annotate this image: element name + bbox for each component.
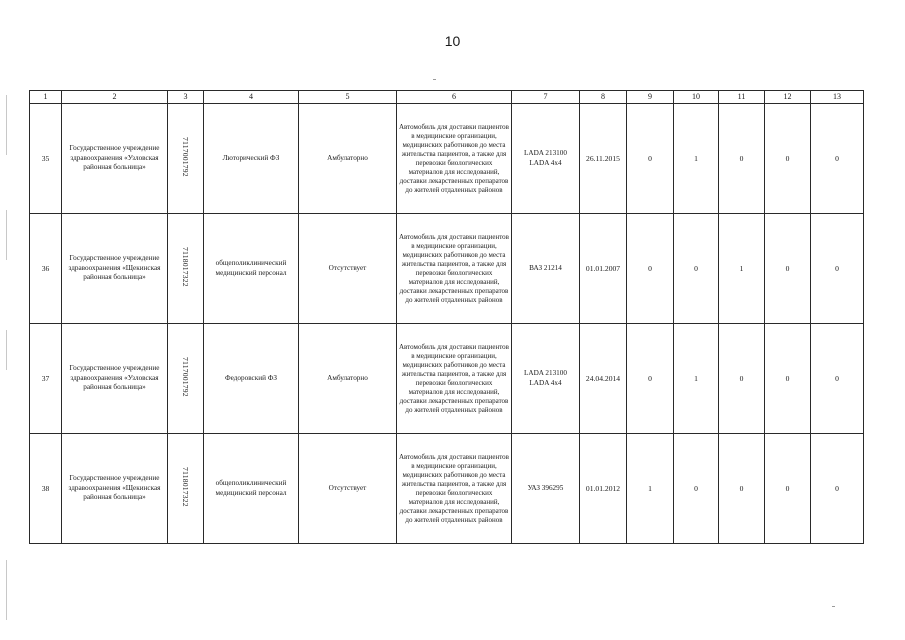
column-header: 2 (62, 91, 168, 104)
unit-cell: Люторический ФЗ (204, 104, 299, 214)
date-cell: 24.04.2014 (580, 324, 627, 434)
row-number-cell: 35 (30, 104, 62, 214)
scan-speck (832, 606, 835, 607)
inn-text: 7117001792 (181, 136, 191, 177)
value-cell: 0 (674, 434, 719, 544)
column-header: 10 (674, 91, 719, 104)
value-cell: 0 (765, 434, 811, 544)
column-header: 13 (811, 91, 864, 104)
table-row (30, 104, 864, 214)
margin-mark (6, 95, 7, 155)
organization-cell: Государственное учреждение здравоохранения «Узловская районная больница» (62, 104, 168, 214)
column-header: 1 (30, 91, 62, 104)
unit-cell: общеполиклинический медицинский персонал (204, 214, 299, 324)
value-cell: 0 (765, 214, 811, 324)
date-cell: 26.11.2015 (580, 104, 627, 214)
value-cell: 0 (811, 214, 864, 324)
value-cell: 1 (674, 324, 719, 434)
value-cell: 0 (719, 104, 765, 214)
purpose-cell: Автомобиль для доставки пациентов в медицинские организации, медицинских работников до места жительства пациентов, а также для перевозки биологических материалов для исследований, доставки лекарственных препаратов до жителей отдаленных районов (397, 324, 512, 434)
care-mode-cell: Отсутствует (299, 214, 397, 324)
table-row (30, 324, 864, 434)
column-header: 5 (299, 91, 397, 104)
inn-cell (168, 434, 204, 544)
column-header: 3 (168, 91, 204, 104)
column-header: 6 (397, 91, 512, 104)
value-cell: 1 (674, 104, 719, 214)
purpose-cell: Автомобиль для доставки пациентов в медицинские организации, медицинских работников до места жительства пациентов, а также для перевозки биологических материалов для исследований, доставки лекарственных препаратов до жителей отдаленных районов (397, 104, 512, 214)
vehicle-table (29, 90, 864, 544)
value-cell: 0 (811, 104, 864, 214)
value-cell: 1 (719, 214, 765, 324)
row-number-cell: 36 (30, 214, 62, 324)
unit-cell: общеполиклинический медицинский персонал (204, 434, 299, 544)
value-cell: 1 (627, 434, 674, 544)
care-mode-cell: Отсутствует (299, 434, 397, 544)
vehicle-model-cell: LADA 213100 LADA 4x4 (512, 324, 580, 434)
date-cell: 01.01.2012 (580, 434, 627, 544)
inn-text: 7117001792 (181, 356, 191, 397)
table-row (30, 214, 864, 324)
column-header: 7 (512, 91, 580, 104)
value-cell: 0 (811, 434, 864, 544)
inn-cell (168, 324, 204, 434)
purpose-cell: Автомобиль для доставки пациентов в медицинские организации, медицинских работников до места жительства пациентов, а также для перевозки биологических материалов для исследований, доставки лекарственных препаратов до жителей отдаленных районов (397, 434, 512, 544)
date-cell: 01.01.2007 (580, 214, 627, 324)
inn-cell (168, 104, 204, 214)
value-cell: 0 (627, 214, 674, 324)
margin-mark (6, 330, 7, 370)
care-mode-cell: Амбулаторно (299, 324, 397, 434)
organization-cell: Государственное учреждение здравоохранения «Щекинская районная больница» (62, 214, 168, 324)
page-number: 10 (444, 33, 461, 49)
care-mode-cell: Амбулаторно (299, 104, 397, 214)
organization-cell: Государственное учреждение здравоохранения «Узловская районная больница» (62, 324, 168, 434)
inn-text: 7118017322 (181, 246, 191, 287)
column-header: 11 (719, 91, 765, 104)
value-cell: 0 (627, 324, 674, 434)
column-header: 4 (204, 91, 299, 104)
row-number-cell: 37 (30, 324, 62, 434)
vehicle-model-cell: УАЗ 396295 (512, 434, 580, 544)
margin-mark (6, 560, 7, 620)
inn-text: 7118017322 (181, 466, 191, 507)
value-cell: 0 (719, 324, 765, 434)
vehicle-model-cell: ВАЗ 21214 (512, 214, 580, 324)
scan-speck (433, 79, 436, 80)
unit-cell: Федоровский ФЗ (204, 324, 299, 434)
column-header: 8 (580, 91, 627, 104)
purpose-cell: Автомобиль для доставки пациентов в медицинские организации, медицинских работников до места жительства пациентов, а также для перевозки биологических материалов для исследований, доставки лекарственных препаратов до жителей отдаленных районов (397, 214, 512, 324)
value-cell: 0 (627, 104, 674, 214)
value-cell: 0 (765, 104, 811, 214)
vehicle-model-cell: LADA 213100 LADA 4x4 (512, 104, 580, 214)
margin-mark (6, 210, 7, 260)
column-header: 12 (765, 91, 811, 104)
row-number-cell: 38 (30, 434, 62, 544)
value-cell: 0 (674, 214, 719, 324)
table-row (30, 434, 864, 544)
value-cell: 0 (765, 324, 811, 434)
inn-cell (168, 214, 204, 324)
table-header-row (30, 91, 864, 104)
value-cell: 0 (811, 324, 864, 434)
column-header: 9 (627, 91, 674, 104)
value-cell: 0 (719, 434, 765, 544)
organization-cell: Государственное учреждение здравоохранения «Щекинская районная больница» (62, 434, 168, 544)
